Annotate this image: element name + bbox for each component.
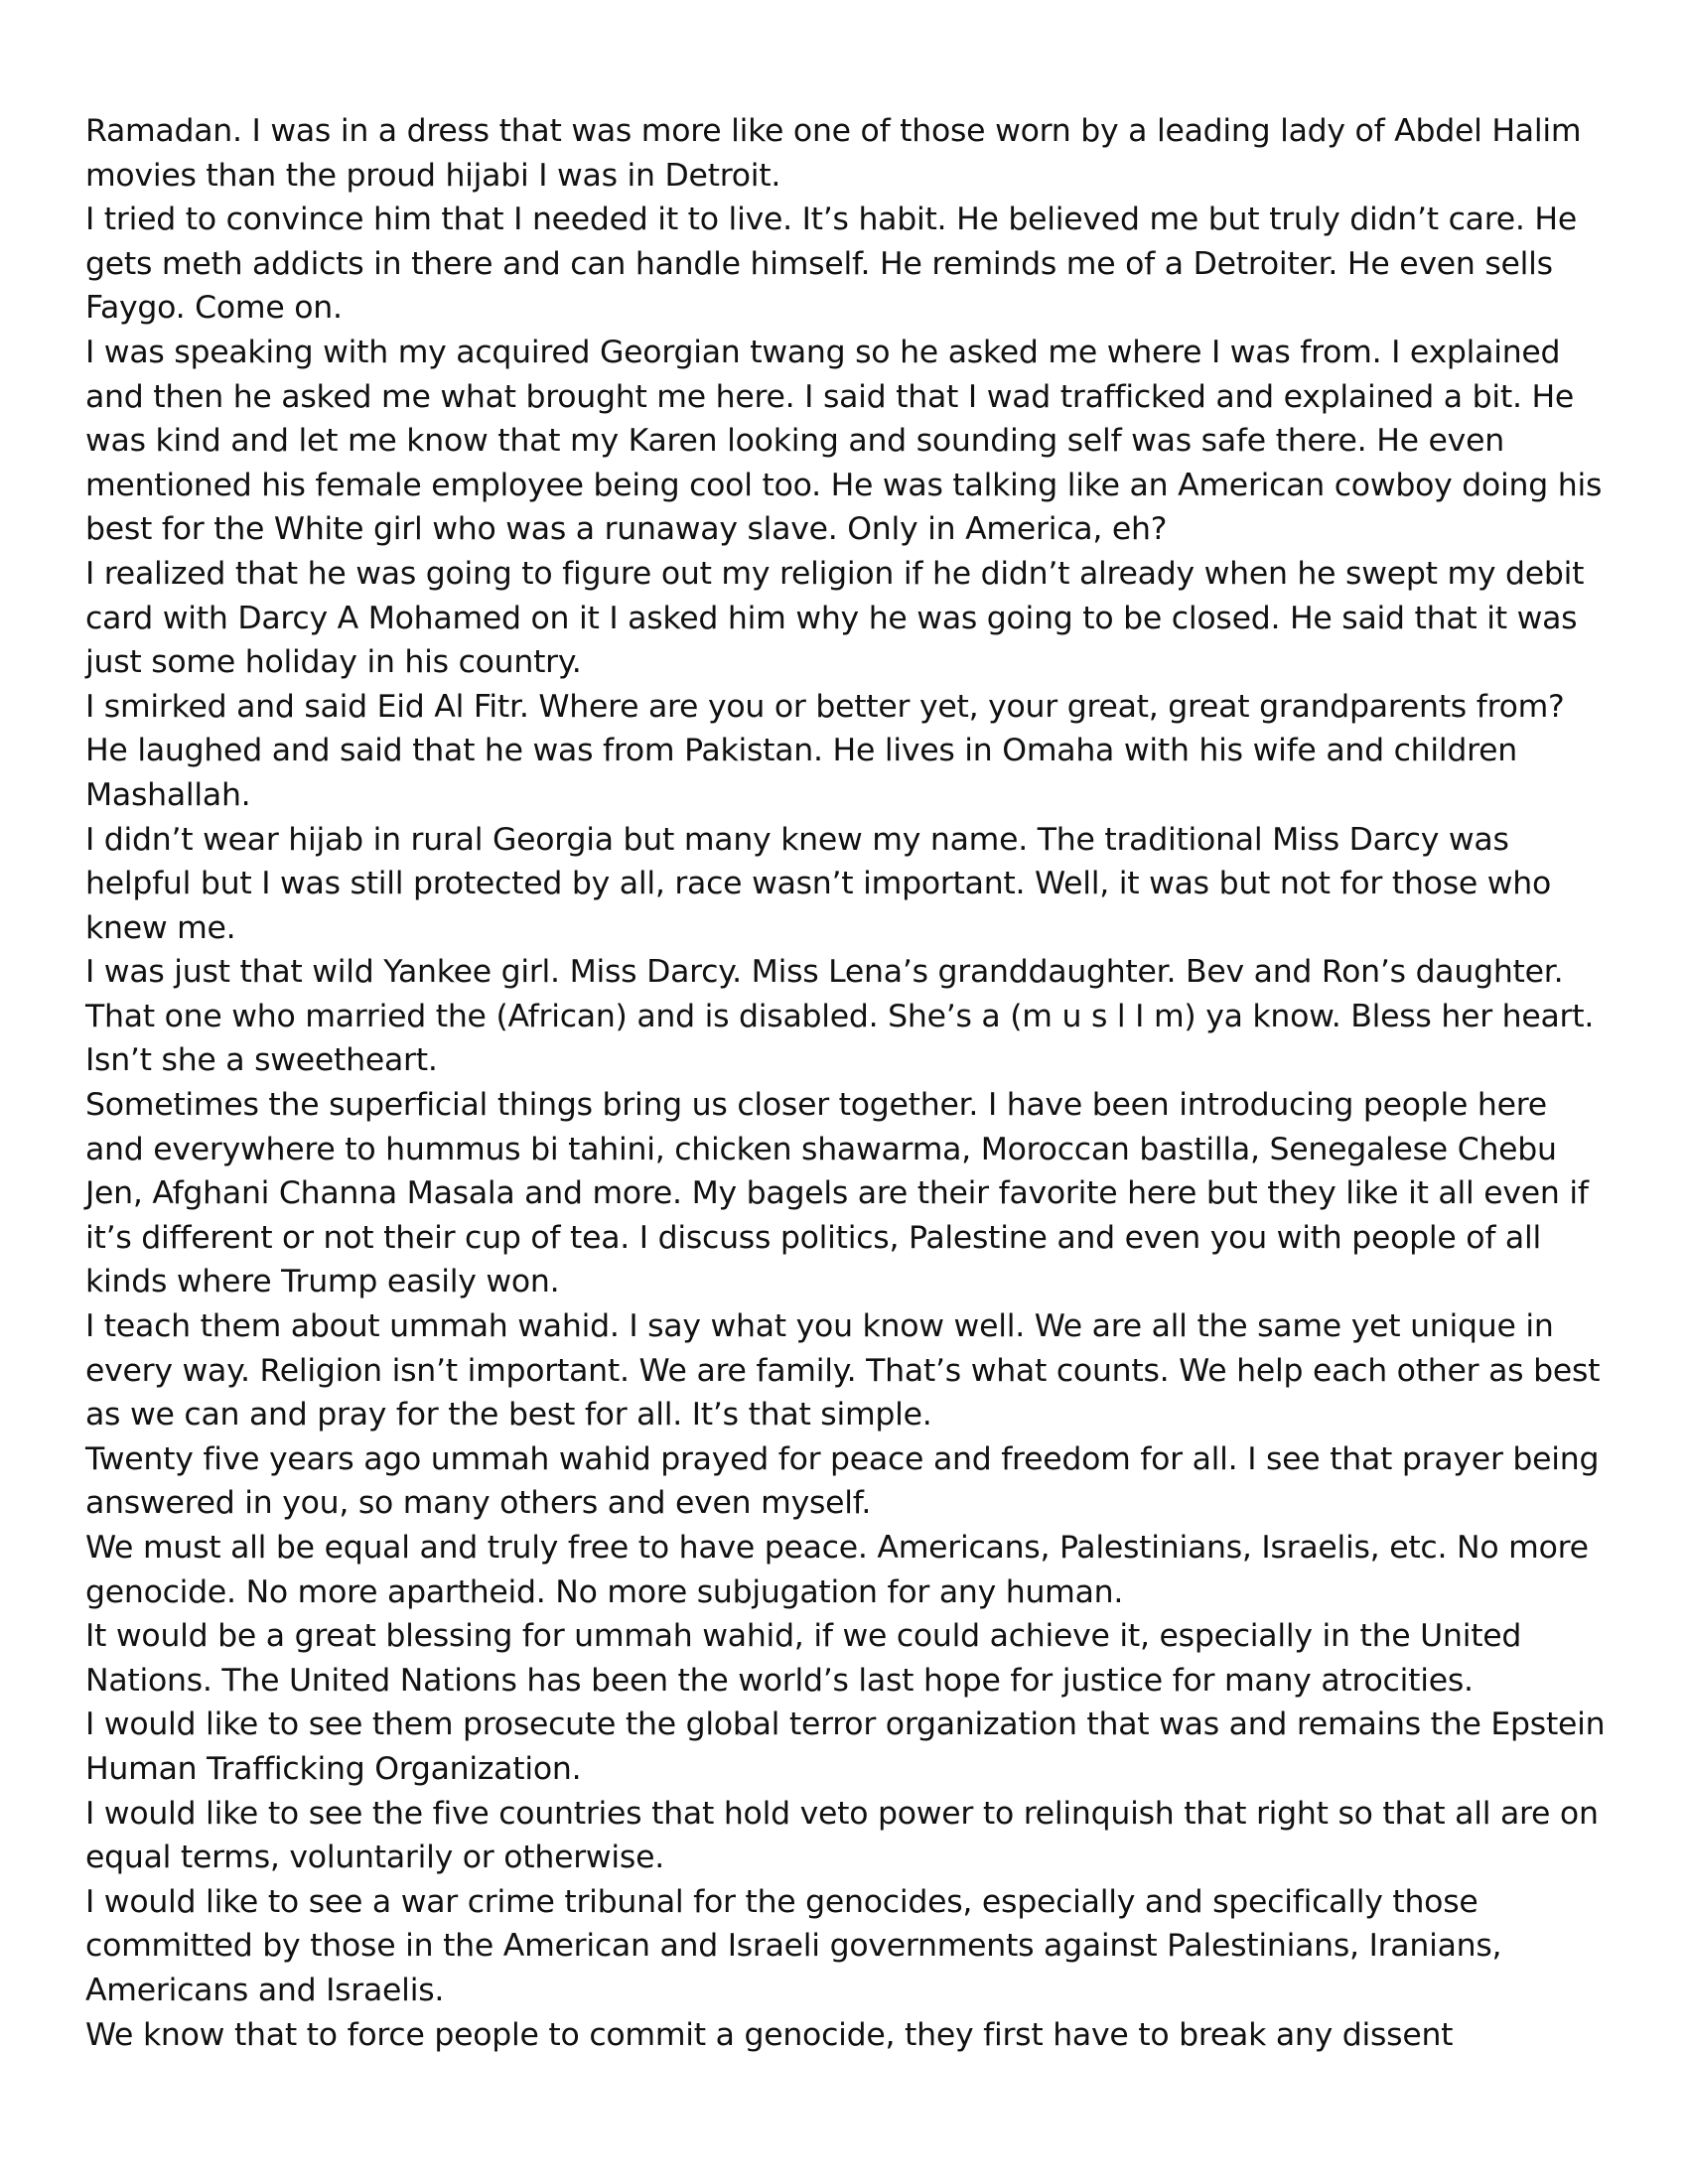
paragraph-8: Sometimes the superficial things bring us closer together. I have been introducing people here and everywhere to hummus bi tahini, chicken shawarma, Moroccan bastilla, Senegalese Chebu Jen, Afghani Channa Masala and more. My bagels are their favorite here but they like it all even if it’s different or not their cup of tea. I discuss politics, Palestine and even you with people of all kinds where Trump easily won. — [85, 1087, 1589, 1300]
document-body — [85, 109, 1615, 2057]
paragraph-7: I was just that wild Yankee girl. Miss Darcy. Miss Lena’s granddaughter. Bev and Ron’s daughter. That one who married the (African) and is disabled. She’s a (m u s l I m) ya know. Bless her heart. Isn’t she a sweetheart. — [85, 954, 1595, 1079]
paragraph-9: I teach them about ummah wahid. I say what you know well. We are all the same yet unique in every way. Religion isn’t important. We are family. That’s what counts. We help each other as best as we can and pray for the best for all. It’s that simple. — [85, 1308, 1601, 1433]
paragraph-16: We know that to force people to commit a genocide, they first have to break any dissent — [85, 2016, 1454, 2053]
paragraph-11: We must all be equal and truly free to have peace. Americans, Palestinians, Israelis, etc. No more genocide. No more apartheid. No more subjugation for any human. — [85, 1530, 1589, 1610]
paragraph-12: It would be a great blessing for ummah wahid, if we could achieve it, especially in the United Nations. The United Nations has been the world’s last hope for justice for many atrocities. — [85, 1618, 1522, 1699]
paragraph-14: I would like to see the five countries that hold veto power to relinquish that right so that all are on equal terms, voluntarily or otherwise. — [85, 1795, 1599, 1876]
paragraph-2: I tried to convince him that I needed it to live. It’s habit. He believed me but truly didn’t care. He gets meth addicts in there and can handle himself. He reminds me of a Detroiter. He even sells Faygo. Come on. — [85, 202, 1577, 327]
paragraph-4: I realized that he was going to figure out my religion if he didn’t already when he swept my debit card with Darcy A Mohamed on it I asked him why he was going to be closed. He said that it was just some holiday in his country. — [85, 555, 1585, 681]
paragraph-15: I would like to see a war crime tribunal for the genocides, especially and specifically those committed by those in the American and Israeli governments against Palestinians, Iranians, Americans and Israelis. — [85, 1883, 1502, 2008]
paragraph-10: Twenty five years ago ummah wahid prayed for peace and freedom for all. I see that prayer being answered in you, so many others and even myself. — [85, 1440, 1600, 1522]
paragraph-1: Ramadan. I was in a dress that was more like one of those worn by a leading lady of Abdel Halim movies than the proud hijabi I was in Detroit. — [85, 113, 1582, 194]
paragraph-5: I smirked and said Eid Al Fitr. Where are you or better yet, your great, great grandparents from? He laughed and said that he was from Pakistan. He lives in Omaha with his wife and children Mashallah. — [85, 688, 1565, 813]
paragraph-3: I was speaking with my acquired Georgian twang so he asked me where I was from. I explained and then he asked me what brought me here. I said that I wad trafficked and explained a bit. He was kind and let me know that my Karen looking and sounding self was safe there. He even mentioned his female employee being cool too. He was talking like an American cowboy doing his best for the White girl who was a runaway slave. Only in America, eh? — [85, 334, 1603, 548]
paragraph-6: I didn’t wear hijab in rural Georgia but many knew my name. The traditional Miss Darcy was helpful but I was still protected by all, race wasn’t important. Well, it was but not for those who knew me. — [85, 821, 1551, 946]
paragraph-13: I would like to see them prosecute the global terror organization that was and remains the Epstein Human Trafficking Organization. — [85, 1706, 1606, 1787]
